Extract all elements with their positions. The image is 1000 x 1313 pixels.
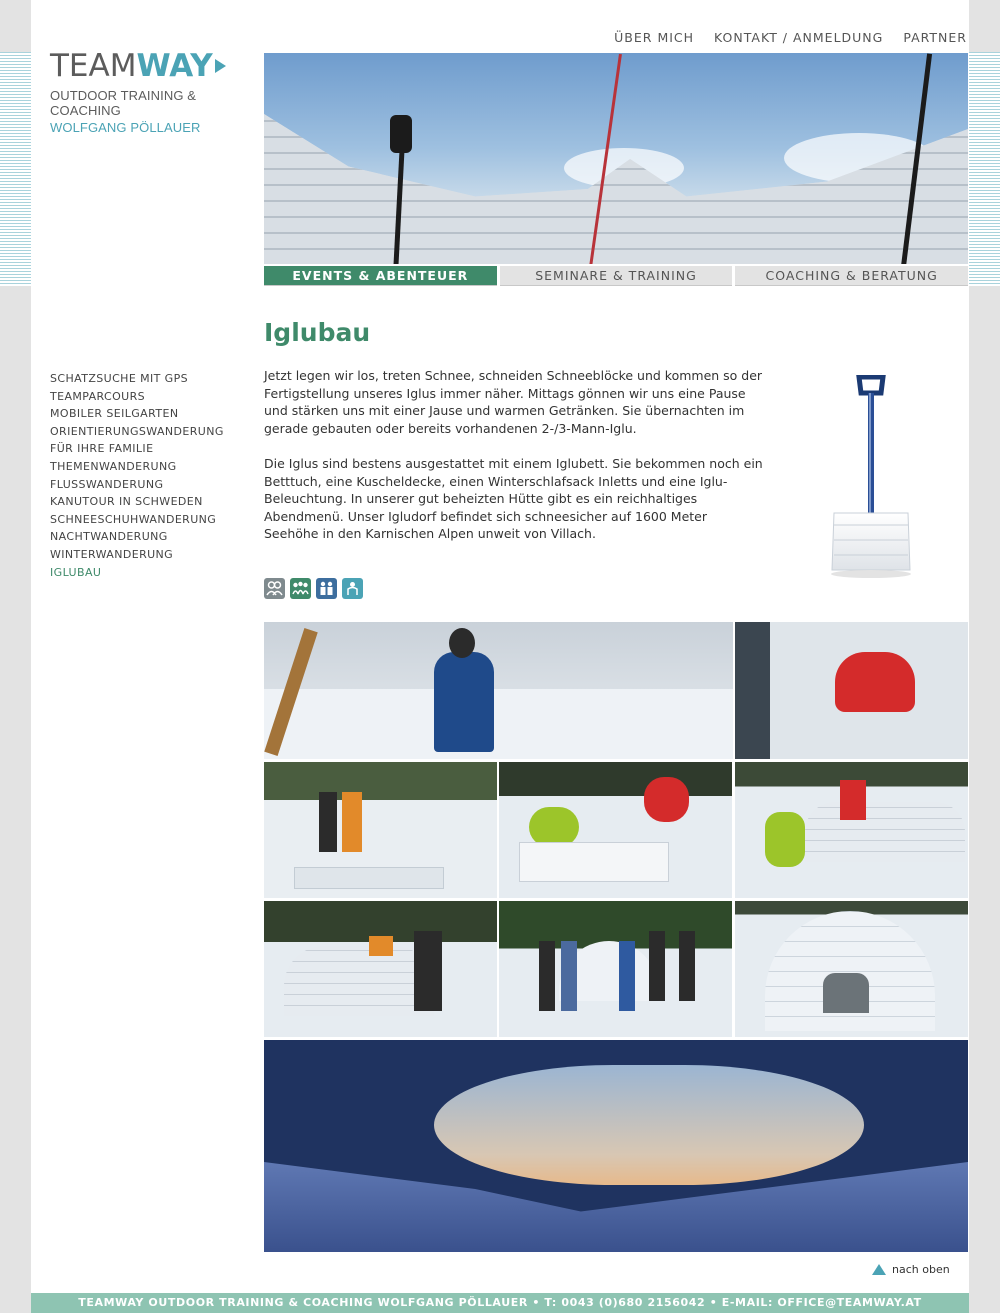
sidebar-item-seilgarten[interactable]: MOBILER SEILGARTEN bbox=[50, 407, 179, 421]
gallery-photo[interactable] bbox=[499, 901, 732, 1037]
photo-person bbox=[765, 812, 805, 867]
sidebar-item-nachtwanderung[interactable]: NACHTWANDERUNG bbox=[50, 530, 168, 544]
back-to-top-link[interactable] bbox=[872, 1263, 950, 1276]
photo-person bbox=[342, 792, 362, 852]
decor-stripe-left bbox=[0, 52, 31, 286]
sidebar-navigation bbox=[50, 370, 224, 581]
photo-igloo-ring bbox=[284, 946, 434, 1016]
gallery-photo-wide[interactable] bbox=[264, 1040, 968, 1252]
logo-owner: WOLFGANG PÖLLAUER bbox=[50, 120, 201, 135]
gallery-photo[interactable] bbox=[264, 901, 497, 1037]
photo-snow-blocks bbox=[294, 867, 444, 889]
gallery-photo[interactable] bbox=[264, 622, 733, 759]
photo-igloo-ring bbox=[805, 802, 965, 862]
tab-coaching[interactable]: COACHING & BERATUNG bbox=[735, 266, 968, 286]
snow-shovel-image bbox=[826, 375, 916, 580]
photo-person bbox=[414, 931, 442, 1011]
photo-sunset-view bbox=[434, 1065, 864, 1185]
logo[interactable] bbox=[50, 50, 250, 135]
tab-seminars[interactable]: SEMINARE & TRAINING bbox=[500, 266, 733, 286]
logo-team-text: TEAM bbox=[50, 48, 137, 84]
decor-stripe-right bbox=[969, 52, 1000, 286]
footer-bar: TEAMWAY OUTDOOR TRAINING & COACHING WOLFGANG PÖLLAUER • T: 0043 (0)680 2156042 • E-MAIL: OFFICE@TEAMWAY.AT bbox=[31, 1293, 969, 1313]
sidebar-item-orientierung[interactable]: ORIENTIERUNGSWANDERUNG bbox=[50, 424, 224, 438]
hero-glove bbox=[390, 115, 412, 153]
photo-person bbox=[644, 777, 689, 822]
logo-tagline: OUTDOOR TRAINING & COACHING bbox=[50, 88, 197, 118]
sidebar-item-teamparcours[interactable]: TEAMPARCOURS bbox=[50, 389, 146, 403]
team-icon bbox=[290, 578, 311, 599]
photo-person-legs bbox=[735, 622, 770, 759]
gallery-photo[interactable] bbox=[735, 901, 968, 1037]
photo-snow-blocks bbox=[519, 842, 669, 882]
tab-events[interactable]: EVENTS & ABENTEUER bbox=[264, 266, 497, 286]
logo-wordmark bbox=[50, 50, 250, 82]
arrow-up-icon bbox=[872, 1264, 886, 1275]
person-icon bbox=[342, 578, 363, 599]
sidebar-item-schneeschuh[interactable]: SCHNEESCHUHWANDERUNG bbox=[50, 512, 217, 526]
sidebar-item-schatzsuche[interactable]: SCHATZSUCHE MIT GPS bbox=[50, 372, 188, 385]
photo-person bbox=[529, 807, 579, 847]
gallery-photo[interactable] bbox=[735, 762, 968, 898]
nav-about[interactable]: ÜBER MICH bbox=[614, 30, 695, 45]
photo-person bbox=[649, 931, 665, 1001]
logo-arrow-icon bbox=[215, 59, 226, 73]
page-title: Iglubau bbox=[264, 318, 371, 347]
sidebar-item-familie[interactable]: FÜR IHRE FAMILIE bbox=[50, 442, 154, 456]
content-text bbox=[264, 367, 764, 561]
page-container bbox=[31, 0, 969, 1313]
photo-person bbox=[835, 652, 915, 712]
back-to-top-label: nach oben bbox=[892, 1263, 950, 1276]
gallery-photo[interactable] bbox=[264, 762, 497, 898]
gallery-photo[interactable] bbox=[499, 762, 732, 898]
photo-igloo-entrance bbox=[823, 973, 869, 1013]
photo-person-head bbox=[449, 628, 475, 658]
category-icons bbox=[264, 578, 363, 599]
people-icon bbox=[316, 578, 337, 599]
nav-contact[interactable]: KONTAKT / ANMELDUNG bbox=[714, 30, 884, 45]
main-tabs bbox=[264, 266, 968, 286]
photo-person bbox=[539, 941, 555, 1011]
group-icon bbox=[264, 578, 285, 599]
paragraph-details: Die Iglus sind bestens ausgestattet mit einem Iglubett. Sie bekommen noch ein Betttuch, eine Kuscheldecke, einen Winterschlafsack Inletts und eine Iglu-Beleuchtung. In unserer gut beheizten Hütte gibt es ein reichhaltiges Abendmenü. Unser Igludorf befindet sich schneesicher auf 1600 Meter Seehöhe in den Karnischen Alpen unweit von Villach. bbox=[264, 455, 763, 542]
nav-partner[interactable]: PARTNER bbox=[903, 30, 967, 45]
photo-person bbox=[369, 936, 393, 956]
photo-person bbox=[619, 941, 635, 1011]
paragraph-intro: Jetzt legen wir los, treten Schnee, schneiden Schneeblöcke und kommen so der Fertigstellung unseres Iglus immer näher. Mittags gönnen wir uns eine Pause und stärken uns mit einer Jause und warmen Getränken. Sie übernachten im gerade gebauten oder bereits vorhandenen 2-/3-Mann-Iglu. bbox=[264, 368, 763, 436]
photo-person bbox=[434, 652, 494, 752]
sidebar-item-themenwanderung[interactable]: THEMENWANDERUNG bbox=[50, 459, 177, 473]
photo-person bbox=[840, 780, 866, 820]
top-navigation bbox=[614, 30, 967, 45]
sidebar-item-kanutour[interactable]: KANUTOUR IN SCHWEDEN bbox=[50, 495, 203, 509]
sidebar-item-flusswanderung[interactable]: FLUSSWANDERUNG bbox=[50, 477, 164, 491]
photo-snow bbox=[264, 689, 733, 759]
photo-person bbox=[561, 941, 577, 1011]
sidebar-item-iglubau[interactable]: IGLUBAU bbox=[50, 565, 102, 579]
photo-person bbox=[319, 792, 337, 852]
sidebar-item-winterwanderung[interactable]: WINTERWANDERUNG bbox=[50, 547, 174, 561]
photo-igloo bbox=[765, 911, 935, 1031]
photo-person bbox=[679, 931, 695, 1001]
logo-way-text: WAY bbox=[136, 48, 213, 84]
gallery-photo[interactable] bbox=[735, 622, 968, 759]
hero-image bbox=[264, 53, 968, 264]
